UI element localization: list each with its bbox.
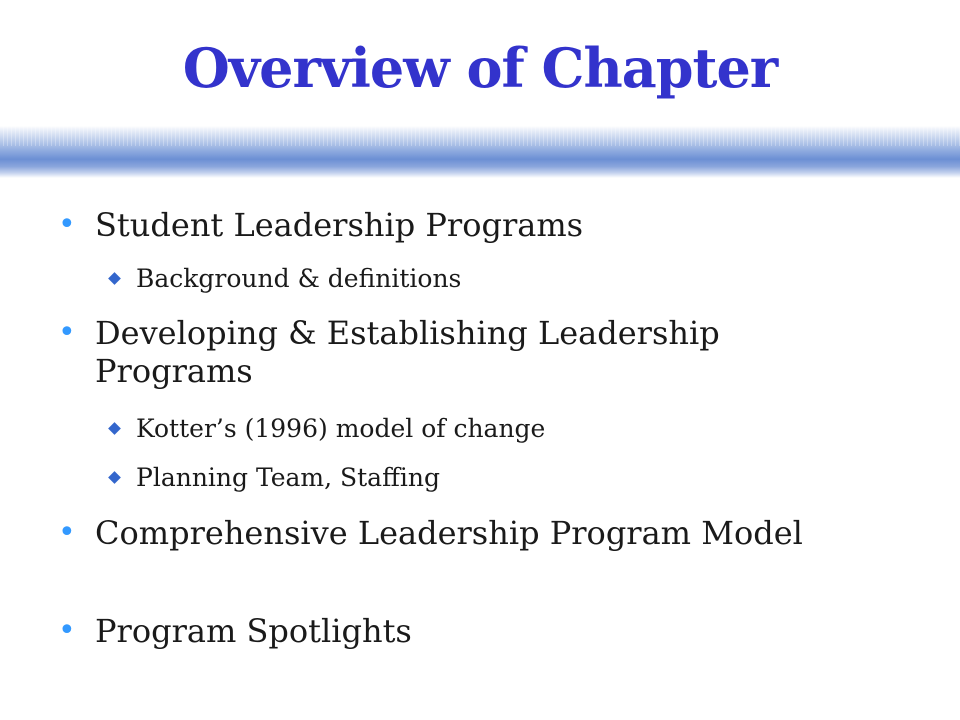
- bullet-item-program-spotlights: Program Spotlights: [95, 612, 412, 650]
- diamond-bullet-icon: [108, 471, 121, 484]
- sub-bullet-item-planning-team: Planning Team, Staffing: [136, 463, 440, 492]
- sub-bullet-item-background-definitions: Background & definitions: [136, 264, 462, 293]
- round-bullet-icon: •: [58, 613, 76, 648]
- band-stripes: [0, 126, 960, 146]
- bullet-item-student-leadership-programs: Student Leadership Programs: [95, 206, 584, 244]
- diamond-bullet-icon: [108, 422, 121, 435]
- round-bullet-icon: •: [58, 315, 76, 350]
- bullet-item-developing-establishing: Developing & Establishing Leadership Programs: [95, 314, 720, 390]
- diamond-bullet-icon: [108, 272, 121, 285]
- slide-title: Overview of Chapter: [182, 36, 778, 100]
- sub-bullet-item-kotter-model: Kotter’s (1996) model of change: [136, 414, 546, 443]
- bullet-item-comprehensive-model: Comprehensive Leadership Program Model: [95, 514, 803, 552]
- round-bullet-icon: •: [58, 207, 76, 242]
- round-bullet-icon: •: [58, 515, 76, 550]
